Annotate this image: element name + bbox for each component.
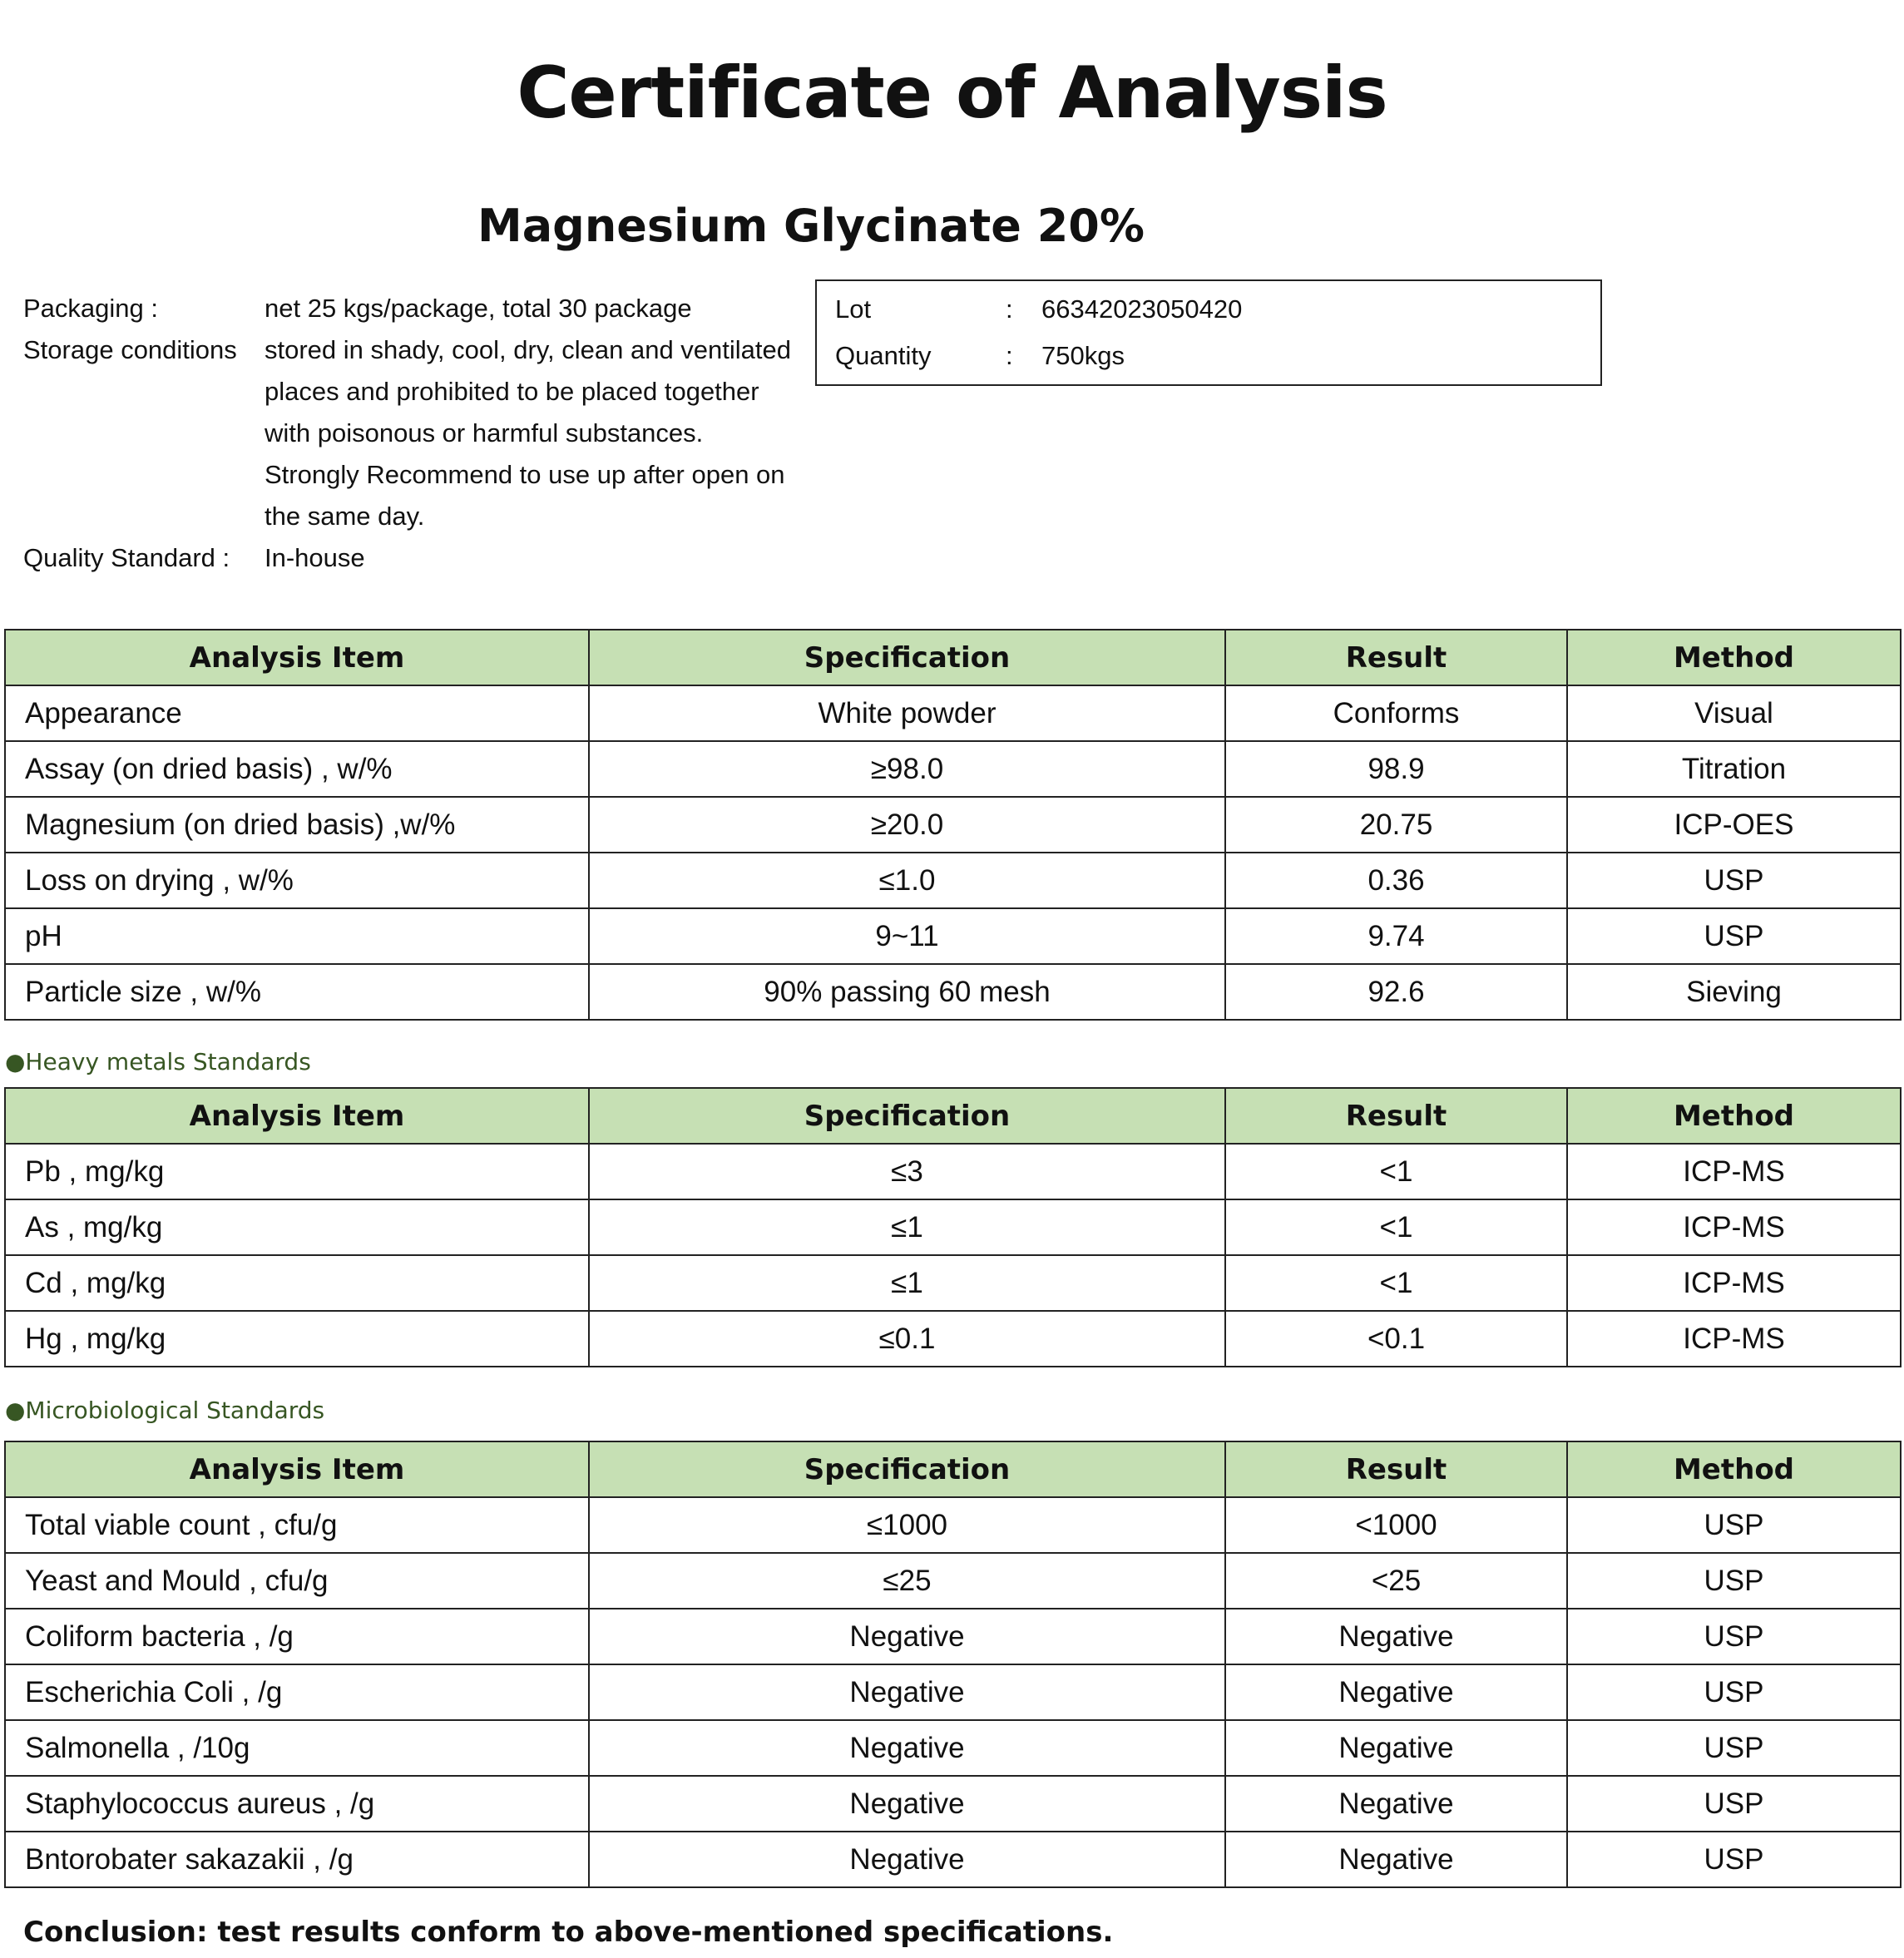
analysis-item-cell: Assay (on dried basis) , w/% (5, 741, 589, 797)
analysis-item-cell: Loss on drying , w/% (5, 853, 589, 908)
specification-cell: ≥98.0 (589, 741, 1225, 797)
specification-cell: Negative (589, 1776, 1225, 1832)
table-row (5, 1311, 1901, 1367)
quality-value: In-house (265, 543, 365, 572)
result-cell: 9.74 (1225, 908, 1567, 964)
specification-cell: White powder (589, 685, 1225, 741)
column-header: Analysis Item (5, 1088, 589, 1144)
lot-separator: : (1006, 294, 1013, 324)
analysis-item-cell: Staphylococcus aureus , /g (5, 1776, 589, 1832)
result-cell: Negative (1225, 1720, 1567, 1776)
document-title: Certificate of Analysis (517, 52, 1387, 135)
storage-line: places and prohibited to be placed together (265, 377, 759, 406)
result-cell: 20.75 (1225, 797, 1567, 853)
analysis-item-cell: Particle size , w/% (5, 964, 589, 1020)
column-header: Result (1225, 1088, 1567, 1144)
lot-value: 66342023050420 (1041, 294, 1243, 324)
column-header: Result (1225, 1441, 1567, 1497)
analysis-item-cell: Hg , mg/kg (5, 1311, 589, 1367)
storage-line: Strongly Recommend to use up after open on (265, 460, 785, 489)
result-cell: Negative (1225, 1832, 1567, 1887)
table-row (5, 908, 1901, 964)
table-row (5, 741, 1901, 797)
microbiological-table (4, 1441, 1902, 1888)
column-header: Specification (589, 630, 1225, 685)
column-header: Specification (589, 1088, 1225, 1144)
table-row (5, 1720, 1901, 1776)
method-cell: USP (1567, 1832, 1901, 1887)
lot-box (815, 279, 1602, 386)
analysis-item-cell: Coliform bacteria , /g (5, 1609, 589, 1664)
specification-cell: ≤0.1 (589, 1311, 1225, 1367)
analysis-item-cell: Salmonella , /10g (5, 1720, 589, 1776)
analysis-item-cell: Yeast and Mould , cfu/g (5, 1553, 589, 1609)
method-cell: ICP-OES (1567, 797, 1901, 853)
column-header: Specification (589, 1441, 1225, 1497)
result-cell: Negative (1225, 1664, 1567, 1720)
heavy-metals-section-label: ●Heavy metals Standards (5, 1048, 311, 1075)
method-cell: Sieving (1567, 964, 1901, 1020)
method-cell: ICP-MS (1567, 1255, 1901, 1311)
heavy-metals-table (4, 1087, 1902, 1367)
result-cell: <1 (1225, 1255, 1567, 1311)
storage-line: the same day. (265, 502, 425, 531)
lot-label: Lot (835, 294, 872, 324)
result-cell: <1000 (1225, 1497, 1567, 1553)
result-cell: Conforms (1225, 685, 1567, 741)
result-cell: 92.6 (1225, 964, 1567, 1020)
lot-row (835, 293, 1242, 326)
table-row (5, 1255, 1901, 1311)
column-header: Method (1567, 1441, 1901, 1497)
quantity-separator: : (1006, 341, 1013, 370)
column-header: Analysis Item (5, 630, 589, 685)
specification-cell: Negative (589, 1832, 1225, 1887)
analysis-item-cell: Pb , mg/kg (5, 1144, 589, 1199)
packaging-label: Packaging : (23, 294, 158, 323)
column-header: Result (1225, 630, 1567, 685)
table-row (5, 964, 1901, 1020)
analysis-item-cell: Bntorobater sakazakii , /g (5, 1832, 589, 1887)
table-row (5, 1609, 1901, 1664)
method-cell: ICP-MS (1567, 1311, 1901, 1367)
result-cell: <1 (1225, 1199, 1567, 1255)
analysis-item-cell: pH (5, 908, 589, 964)
table-row (5, 685, 1901, 741)
specification-cell: 9~11 (589, 908, 1225, 964)
table-row (5, 1832, 1901, 1887)
analysis-item-cell: Escherichia Coli , /g (5, 1664, 589, 1720)
result-cell: Negative (1225, 1776, 1567, 1832)
analysis-item-cell: Appearance (5, 685, 589, 741)
microbiological-section-label: ●Microbiological Standards (5, 1397, 325, 1424)
quantity-label: Quantity (835, 341, 932, 370)
table-row (5, 797, 1901, 853)
specification-cell: ≥20.0 (589, 797, 1225, 853)
analysis-table (4, 629, 1902, 1021)
table-row (5, 1664, 1901, 1720)
specification-cell: ≤1 (589, 1199, 1225, 1255)
analysis-item-cell: Magnesium (on dried basis) ,w/% (5, 797, 589, 853)
quantity-row (835, 339, 1125, 373)
method-cell: USP (1567, 1720, 1901, 1776)
result-cell: 0.36 (1225, 853, 1567, 908)
result-cell: <0.1 (1225, 1311, 1567, 1367)
method-cell: ICP-MS (1567, 1199, 1901, 1255)
specification-cell: Negative (589, 1664, 1225, 1720)
table-row (5, 1144, 1901, 1199)
analysis-item-cell: As , mg/kg (5, 1199, 589, 1255)
specification-cell: ≤3 (589, 1144, 1225, 1199)
specification-cell: ≤25 (589, 1553, 1225, 1609)
storage-line: with poisonous or harmful substances. (265, 418, 704, 447)
method-cell: USP (1567, 1609, 1901, 1664)
method-cell: Visual (1567, 685, 1901, 741)
specification-cell: Negative (589, 1609, 1225, 1664)
packaging-value: net 25 kgs/package, total 30 package (265, 294, 692, 323)
table-row (5, 1199, 1901, 1255)
method-cell: ICP-MS (1567, 1144, 1901, 1199)
method-cell: USP (1567, 1553, 1901, 1609)
storage-line: stored in shady, cool, dry, clean and ventilated (265, 335, 792, 364)
product-name: Magnesium Glycinate 20% (477, 200, 1145, 252)
result-cell: <25 (1225, 1553, 1567, 1609)
specification-cell: ≤1.0 (589, 853, 1225, 908)
method-cell: USP (1567, 1497, 1901, 1553)
conclusion: Conclusion: test results conform to above-mentioned specifications. (23, 1916, 1114, 1949)
method-cell: USP (1567, 853, 1901, 908)
specification-cell: ≤1 (589, 1255, 1225, 1311)
product-info (23, 288, 814, 579)
quality-label: Quality Standard : (23, 543, 230, 572)
analysis-item-cell: Cd , mg/kg (5, 1255, 589, 1311)
column-header: Method (1567, 630, 1901, 685)
method-cell: Titration (1567, 741, 1901, 797)
method-cell: USP (1567, 1664, 1901, 1720)
storage-value (265, 329, 814, 537)
result-cell: Negative (1225, 1609, 1567, 1664)
method-cell: USP (1567, 1776, 1901, 1832)
table-row (5, 1497, 1901, 1553)
table-row (5, 853, 1901, 908)
storage-label: Storage conditions (23, 335, 237, 364)
table-row (5, 1776, 1901, 1832)
result-cell: 98.9 (1225, 741, 1567, 797)
method-cell: USP (1567, 908, 1901, 964)
table-header-row (5, 1441, 1901, 1497)
analysis-item-cell: Total viable count , cfu/g (5, 1497, 589, 1553)
specification-cell: ≤1000 (589, 1497, 1225, 1553)
specification-cell: 90% passing 60 mesh (589, 964, 1225, 1020)
table-header-row (5, 630, 1901, 685)
result-cell: <1 (1225, 1144, 1567, 1199)
quantity-value: 750kgs (1041, 341, 1125, 370)
specification-cell: Negative (589, 1720, 1225, 1776)
column-header: Analysis Item (5, 1441, 589, 1497)
column-header: Method (1567, 1088, 1901, 1144)
table-header-row (5, 1088, 1901, 1144)
table-row (5, 1553, 1901, 1609)
